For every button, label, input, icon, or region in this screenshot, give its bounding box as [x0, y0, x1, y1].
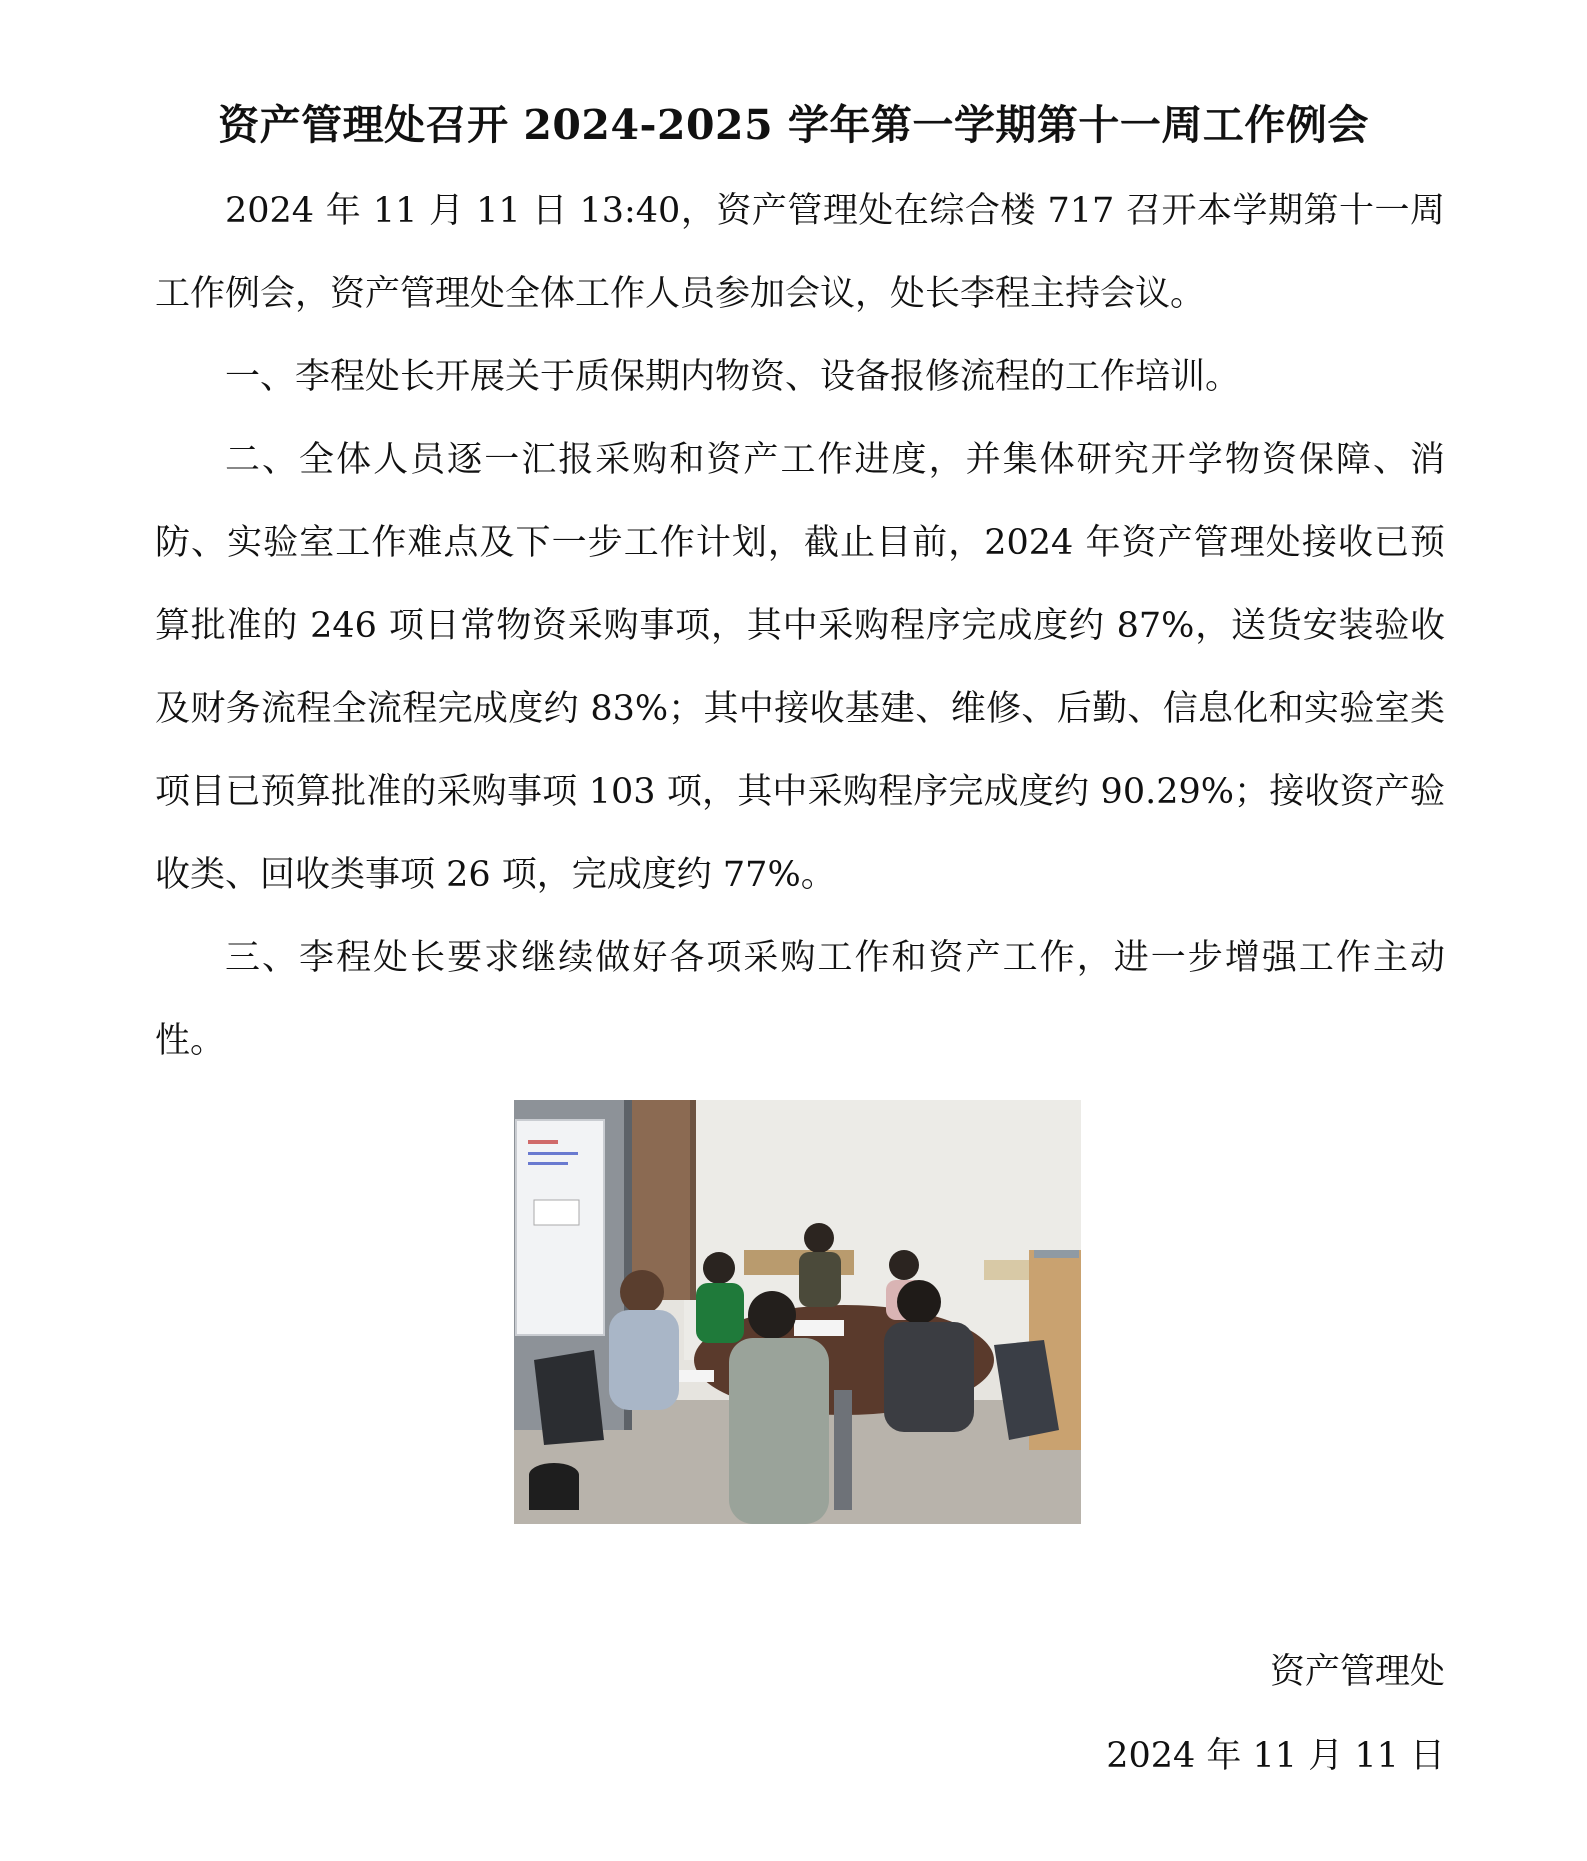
signature-org: 资产管理处 [1269, 1652, 1445, 1692]
paragraph-item-3: 三、李程处长要求继续做好各项采购工作和资产工作，进一步增强工作主动性。 [155, 938, 1445, 1061]
paragraph-intro: 2024 年 11 月 11 日 13:40，资产管理处在综合楼 717 召开本学期第十一周工作例会，资产管理处全体工作人员参加会议，处长李程主持会议。 [155, 191, 1445, 314]
document-title: 资产管理处召开 2024-2025 学年第一学期第十一周工作例会 [218, 101, 1369, 149]
meeting-photo [514, 1100, 1081, 1524]
document-body [155, 170, 1445, 1083]
paragraph-item-2: 二、全体人员逐一汇报采购和资产工作进度，并集体研究开学物资保障、消防、实验室工作难点及下一步工作计划，截止目前，2024 年资产管理处接收已预算批准的 246 项日常物资采购事项，其中采购程序完成度约 87%，送货安装验收及财务流程全流程完成度约 83%；其中接收基建、维修、后勤、信息化和实验室类项目已预算批准的采购事项 103 项，其中采购程序完成度约 90.29%；接收资产验收类、回收类事项 26 项，完成度约 77%。 [155, 440, 1445, 895]
paragraph-item-1: 一、李程处长开展关于质保期内物资、设备报修流程的工作培训。 [225, 357, 1241, 397]
signature-date: 2024 年 11 月 11 日 [1106, 1736, 1445, 1776]
